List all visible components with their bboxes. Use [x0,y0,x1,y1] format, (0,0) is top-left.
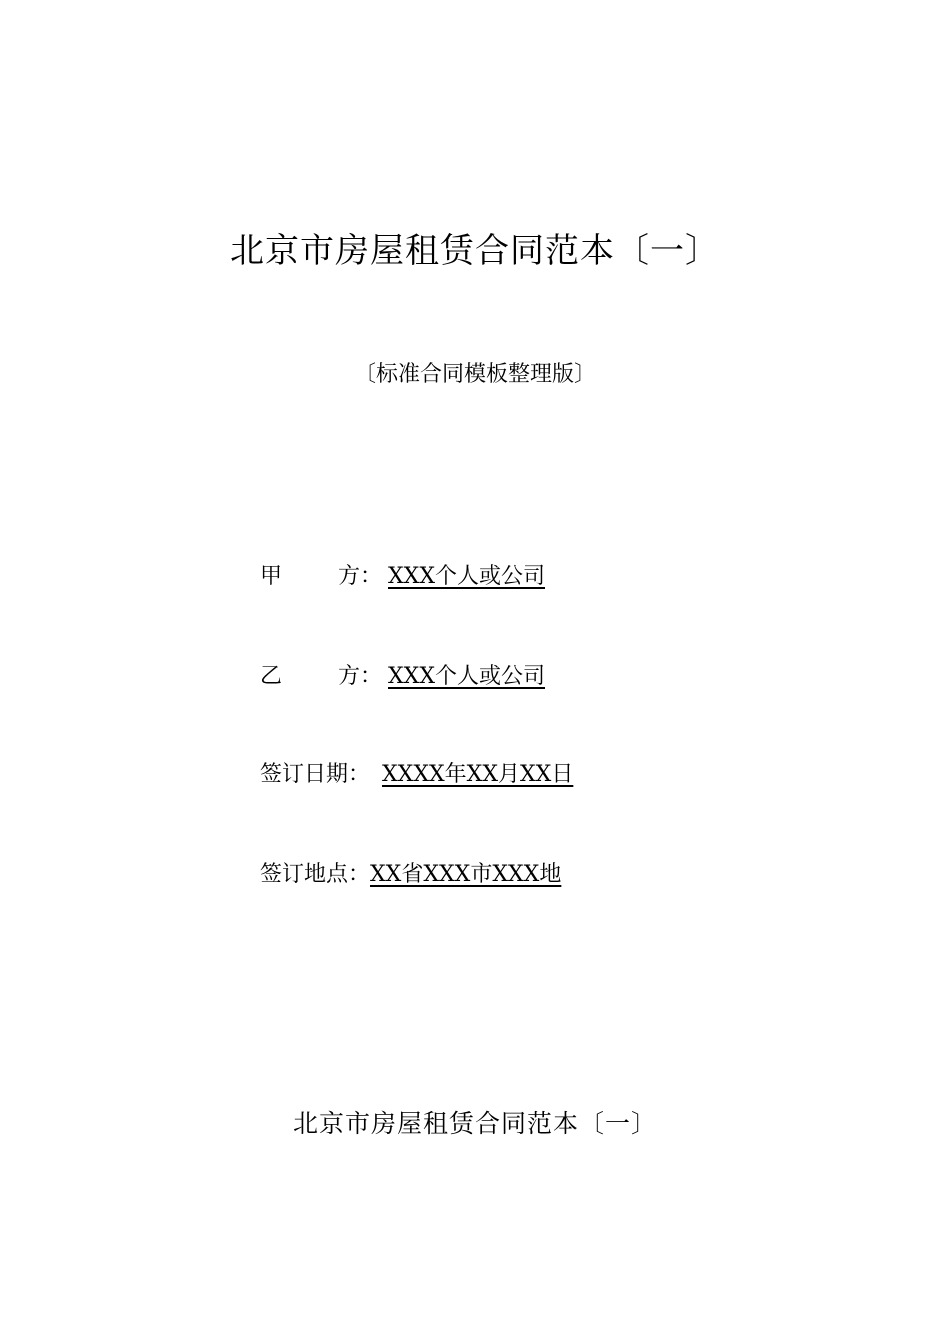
party-a-label-first: 甲 [260,564,283,589]
party-a-field [260,560,599,594]
party-a-value [388,560,599,594]
party-a-label-rest: 方： [338,564,383,589]
sign-date-value-text: XXXX年XX月XX日 [382,762,574,787]
sign-place-field [260,858,573,892]
document-title: 北京市房屋租赁合同范本〔一〕 [230,231,720,271]
footer-title: 北京市房屋租赁合同范本〔一〕 [292,1109,657,1138]
party-b-value [388,660,599,694]
sign-place-label: 签订地点： [260,862,371,887]
document-subtitle: 〔标准合同模板整理版〕 [353,362,596,387]
sign-place-value [370,858,573,892]
sign-place-value-text: XX省XXX市XXX地 [370,862,562,887]
party-b-label [260,660,388,694]
sign-date-field [260,758,599,792]
sign-date-value [370,758,599,792]
party-b-field [260,660,599,694]
party-b-value-text: XXX个人或公司 [388,664,545,689]
party-b-label-first: 乙 [260,664,283,689]
party-a-value-text: XXX个人或公司 [388,564,545,589]
party-b-label-rest: 方： [338,664,383,689]
party-a-label [260,560,388,594]
sign-date-label: 签订日期： [260,762,371,787]
